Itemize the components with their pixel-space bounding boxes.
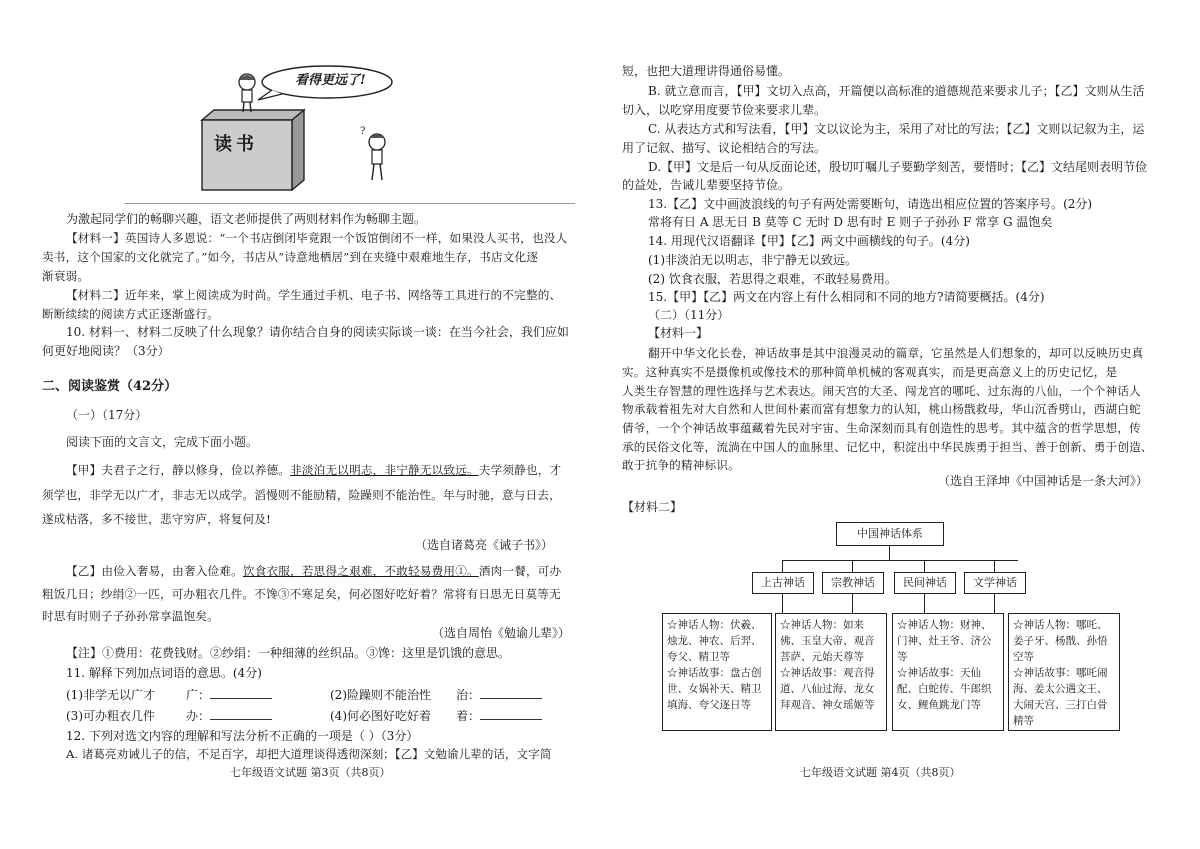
q11-item-1: (1)非学无以广才 bbox=[66, 688, 155, 702]
q11-item-3-label: 办： bbox=[186, 707, 272, 725]
connector bbox=[852, 560, 853, 572]
q12-option-a: A. 诸葛亮劝诫儿子的信，不足百字，却把大道理谈得透彻深刻；【乙】文勉谕儿辈的话，文字简 bbox=[66, 747, 552, 761]
answer-blank[interactable] bbox=[210, 686, 272, 699]
q12-option-b: 切入，以吃穿用度要节俭来要求儿辈。 bbox=[622, 103, 827, 117]
connector bbox=[994, 560, 995, 572]
q12-option-c: C. 从表达方式和写法看，【甲】文以议论为主，采用了对比的写法；【乙】文则以记叙为主，运 bbox=[648, 122, 1145, 136]
connector bbox=[782, 560, 783, 572]
material1-line: 【材料一】英国诗人多恩说：“一个书店倒闭毕竟跟一个饭馆倒闭不一样，如果没人买书，也没人 bbox=[66, 231, 568, 245]
text-jia-end: 夫学须静也，才 bbox=[478, 463, 562, 477]
diagram-root: 中国神话体系 bbox=[836, 522, 944, 546]
detail-religious: ☆神话人物：如来佛、玉皇大帝、观音菩萨、元始天尊等 ☆神话故事：观音得道、八仙过海、龙女拜观音、神女瑶姬等 bbox=[775, 613, 887, 731]
question-10: 何更好地阅读？（3分） bbox=[42, 344, 170, 358]
q12-option-b: B. 就立意而言，【甲】文切入点高，开篇便以高标准的道德规范来要求儿子；【乙】文则从生活 bbox=[648, 84, 1145, 98]
connector bbox=[782, 560, 1018, 561]
right-page bbox=[600, 0, 1200, 849]
text-yi-line: 时思有时则子子孙孙常享温饱矣。 bbox=[42, 609, 219, 623]
material1-para: 人类生存智慧的理性选择与艺术表达。闹天宫的大圣、闯龙宫的哪吒、过东海的八仙，一个个神话人 bbox=[622, 384, 1141, 398]
detail-ancient: ☆神话人物：伏羲、烛龙、神农、后羿、夸父、精卫等 ☆神话故事：盘古创世、女娲补天、精卫填海、夸父逐日等 bbox=[662, 613, 772, 731]
material1-para: 翻开中华文化长卷，神话故事是其中浪漫灵动的篇章，它虽然是人们想象的，却可以反映历史真 bbox=[648, 346, 1144, 360]
text-yi-underlined: 饮食衣服，若思得之艰难，不敢轻易费用①。 bbox=[242, 564, 479, 578]
material1-heading: 【材料一】 bbox=[648, 326, 709, 340]
q11-item-4-label: 着： bbox=[456, 707, 542, 725]
q11-item-2-label: 治： bbox=[456, 686, 542, 704]
q11-item-4: (4)何必图好吃好着 bbox=[330, 709, 431, 723]
speech-text: 看得更远了! bbox=[295, 73, 366, 88]
q14-item-1: (1)非淡泊无以明志，非宁静无以致远。 bbox=[648, 253, 857, 267]
detail-literary: ☆神话人物：哪吒、姜子牙、杨戬、孙悟空等 ☆神话故事：哪吒闹海、姜太公遇文王、大闹天宫、三打白骨精等 bbox=[1008, 613, 1120, 731]
text-jia-underlined: 非淡泊无以明志，非宁静无以致远。 bbox=[290, 463, 479, 477]
page-footer: 七年级语文试题 第3页（共8页） bbox=[230, 766, 391, 779]
text-yi-line bbox=[66, 562, 561, 580]
reading-instructions: 阅读下面的文言文，完成下面小题。 bbox=[66, 435, 259, 449]
connector bbox=[889, 545, 890, 560]
q11-item-3: (3)可办粗衣几件 bbox=[66, 709, 155, 723]
svg-text:?: ? bbox=[360, 126, 366, 137]
q12-option-d: 的益处，告诫儿辈要坚持节俭。 bbox=[622, 178, 791, 192]
material1-para: 敢于抗争的精神标识。 bbox=[622, 458, 740, 472]
connector bbox=[782, 593, 783, 613]
material1-line: 卖书，这个国家的文化就完了。”如今，书店从“诗意地栖居”到在夹缝中艰难地生存，书店文化逐 bbox=[42, 250, 539, 264]
connector bbox=[852, 593, 853, 613]
connector bbox=[924, 593, 925, 613]
text-yi-line: 粗饭几日；纱绢②一匹，可办粗衣几件。不馋③不寒足矣，何必图好吃好着？常将有日思无日莫等无 bbox=[42, 587, 561, 601]
subsection-heading: （二）（11分） bbox=[648, 308, 730, 322]
material1-para: 实。这种真实不是摄像机或像技术的那种简单机械的客观真实，而是更高意义上的历史记忆，是 bbox=[622, 365, 1118, 379]
connector bbox=[994, 593, 995, 613]
detail-folk: ☆神话人物：财神、门神、灶王爷、济公等 ☆神话故事：天仙配、白蛇传、牛郎织女、鲤鱼跳龙门等 bbox=[892, 613, 1004, 731]
text-jia-line: 遂成枯落，多不接世，悲守穷庐，将复何及! bbox=[42, 512, 271, 526]
text-jia-line: 须学也，非学无以广才，非志无以成学。滔慢则不能励精，险躁则不能治性。年与时驰，意与日去， bbox=[42, 488, 561, 502]
section-heading: 二、阅读鉴赏（42分） bbox=[42, 379, 178, 394]
q11-item-1-label: 广： bbox=[186, 686, 272, 704]
question-14: 14. 用现代汉语翻译【甲】【乙】两文中画横线的句子。(4分) bbox=[648, 234, 970, 248]
material2-line: 【材料二】近年来，掌上阅读成为时尚。学生通过手机、电子书、网络等工具进行的不完整的、 bbox=[66, 288, 562, 302]
subsection-heading: （一）（17分） bbox=[66, 408, 148, 422]
source-jia: （选自诸葛亮《诫子书》） bbox=[415, 538, 554, 552]
category-religious: 宗教神话 bbox=[822, 572, 884, 594]
category-ancient: 上古神话 bbox=[752, 572, 814, 594]
material1-line: 渐衰弱。 bbox=[42, 269, 90, 283]
text-yi-end: 酒肉一餐，可办 bbox=[478, 564, 562, 578]
source-material1: （选自王泽坤《中国神话是一条大河》） bbox=[938, 474, 1149, 488]
q12-option-c: 用了记叙、描写、议论相结合的写法。 bbox=[622, 141, 827, 155]
page-footer: 七年级语文试题 第4页（共8页） bbox=[800, 766, 961, 779]
text-jia-line bbox=[66, 461, 561, 479]
answer-blank[interactable] bbox=[210, 707, 272, 720]
answer-blank[interactable] bbox=[480, 686, 542, 699]
q12-option-a-cont: 短，也把大道理讲得通俗易懂。 bbox=[622, 64, 791, 78]
connector bbox=[924, 560, 925, 572]
q11-item-2: (2)险躁则不能治性 bbox=[330, 688, 431, 702]
box-text: 读书 bbox=[214, 134, 258, 155]
question-11: 11. 解释下列加点词语的意思。(4分) bbox=[66, 666, 262, 680]
q14-item-2: (2) 饮食衣服，若思得之艰难，不敢轻易费用。 bbox=[648, 272, 897, 286]
question-15: 15.【甲】【乙】两文在内容上有什么相同和不同的地方?请简要概括。(4分) bbox=[648, 290, 1045, 304]
answer-blank[interactable] bbox=[480, 707, 542, 720]
source-yi: （选自周怡《勉谕儿辈》） bbox=[432, 626, 571, 640]
notes: 【注】①费用：花费钱财。②纱绢：一种细薄的丝织品。③馋：这里是饥饿的意思。 bbox=[66, 646, 511, 660]
text-jia-start: 【甲】夫君子之行，静以修身，俭以养德。 bbox=[66, 463, 291, 477]
q13-sentence: 常将有日 A 思无日 B 莫等 C 无时 D 思有时 E 则子子孙孙 F 常享 G 温饱矣 bbox=[648, 215, 1053, 229]
divider bbox=[125, 203, 575, 204]
q12-option-d: D.【甲】文是后一句从反面论述，殷切叮嘱儿子要勤学刻苦，要惜时；【乙】文结尾则表明节俭 bbox=[648, 160, 1148, 174]
text-yi-start: 【乙】由俭入奢易，由奢入俭难。 bbox=[66, 564, 243, 578]
intro-text: 为激起同学们的畅聊兴趣，语文老师提供了两则材料作为畅聊主题。 bbox=[66, 212, 427, 226]
category-literary: 文学神话 bbox=[964, 572, 1026, 594]
material1-para: 物承载着祖先对大自然和人世间朴素而富有想象力的认知，桃山杨戬救母，华山沉香劈山，西湖白蛇 bbox=[622, 402, 1141, 416]
question-13: 13.【乙】文中画波浪线的句子有两处需要断句，请选出相应位置的答案序号。(2分) bbox=[648, 197, 1093, 211]
material2-line: 断断续续的阅读方式正逐渐盛行。 bbox=[42, 307, 219, 321]
material1-para: 承的民俗文化等，流淌在中国人的血脉里、记忆中，积淀出中华民族勇于担当、善于创新、勇于创造、 bbox=[622, 440, 1153, 454]
material1-para: 倩爷，一个个神话故事蕴藏着先民对宇宙、生命深刻而具有创造性的思考。其中蕴含的哲学思想，传 bbox=[622, 421, 1141, 435]
category-folk: 民间神话 bbox=[894, 572, 956, 594]
question-10: 10. 材料一、材料二反映了什么现象？请你结合自身的阅读实际谈一谈：在当今社会，我们应如 bbox=[66, 325, 569, 339]
question-12: 12. 下列对选文内容的理解和写法分析不正确的一项是（ ）（3分） bbox=[66, 729, 419, 743]
material2-heading: 【材料二】 bbox=[622, 500, 683, 514]
